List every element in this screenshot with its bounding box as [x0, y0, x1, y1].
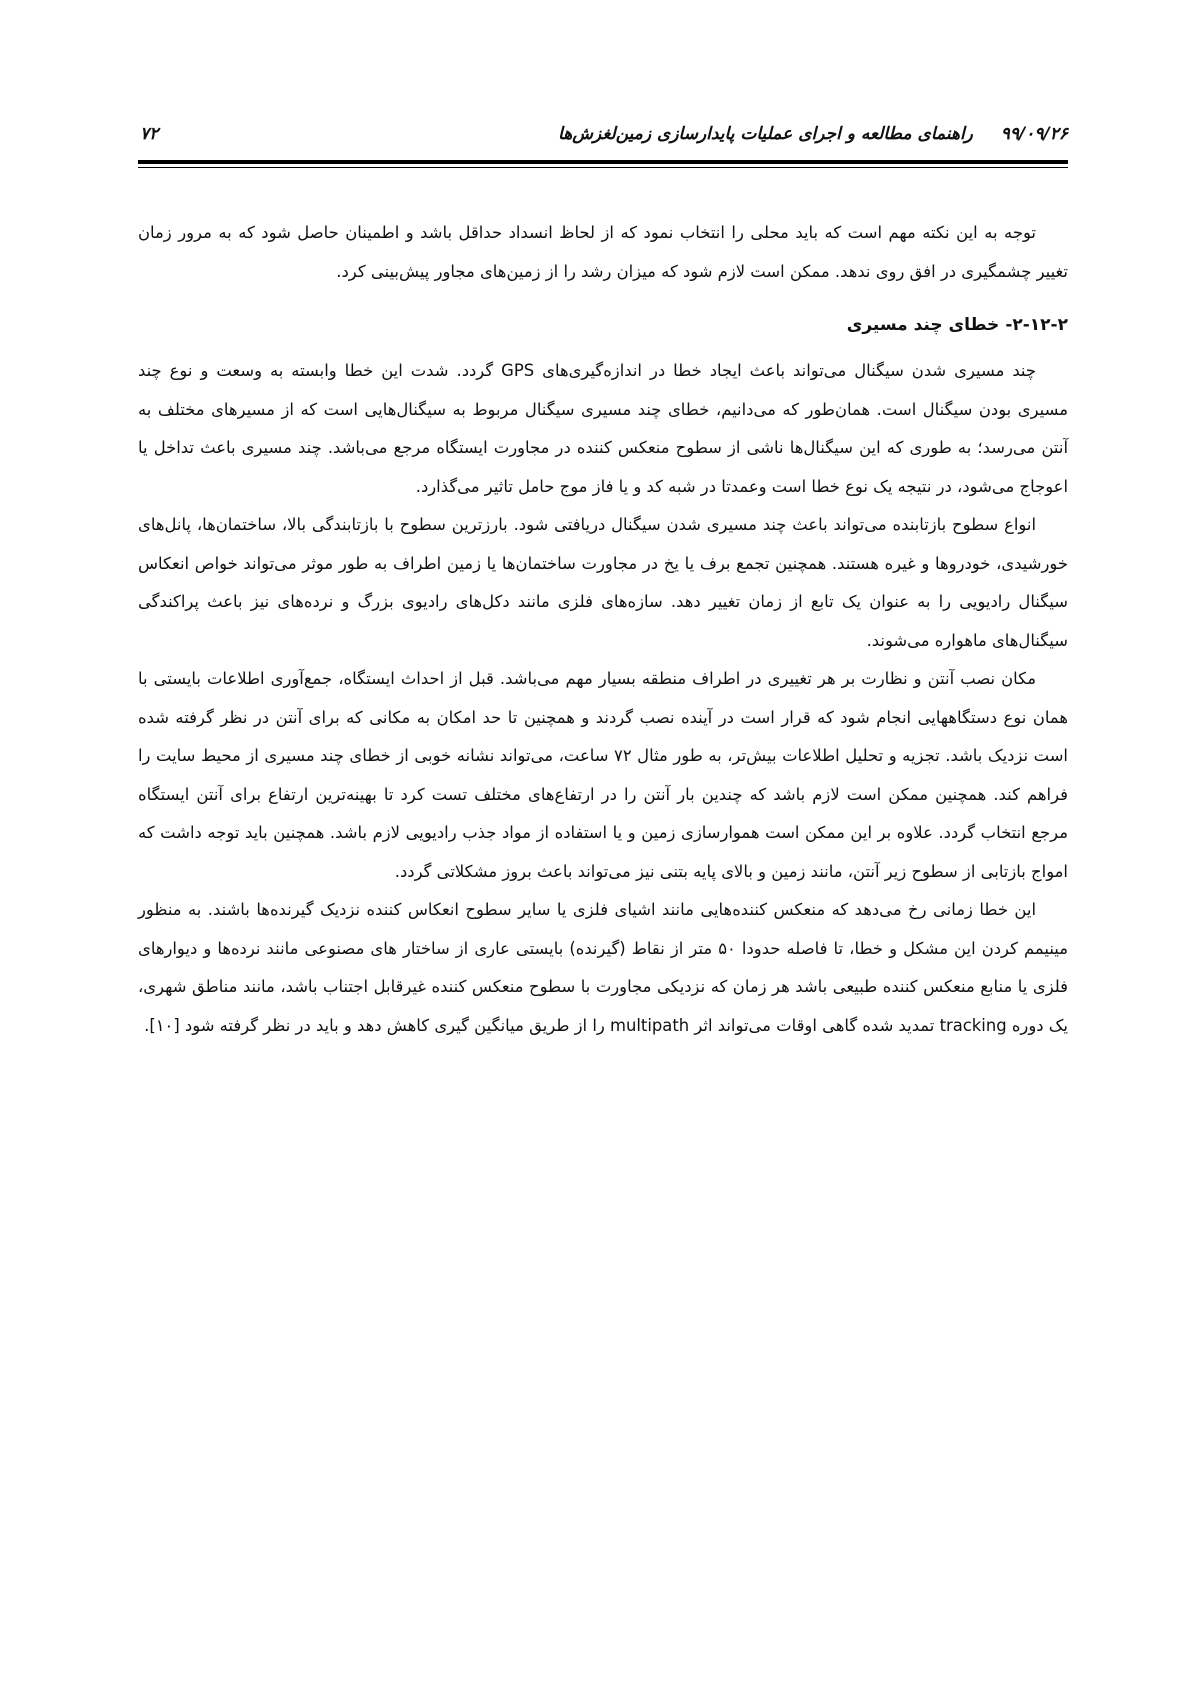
- header-title-block: [558, 124, 1068, 144]
- body-content: [138, 214, 1068, 1045]
- section-number: ۲-۱۲-۲-: [1005, 315, 1068, 335]
- page-number: ۷۲: [140, 124, 159, 144]
- section-heading: [138, 306, 1068, 344]
- header-title: راهنمای مطالعه و اجرای عملیات پایدارسازی زمین‌لغزش‌ها: [558, 124, 973, 144]
- header-rule-thick: [138, 160, 1068, 164]
- header-date: ۹۹/۰۹/۲۶: [1000, 124, 1068, 144]
- intro-paragraph: توجه به این نکته مهم است که باید محلی را انتخاب نمود که از لحاظ انسداد حداقل باشد و اطمینان حاصل شود که به مرور زمان تغییر چشمگیری در افق روی ندهد. ممکن است لازم شود که میزان رشد را از زمین‌های مجاور پیش‌بینی کرد.: [138, 223, 1068, 281]
- paragraph: چند مسیری شدن سیگنال می‌تواند باعث ایجاد خطا در اندازه‌گیری‌های GPS گردد. شدت این خطا وابسته به وسعت و نوع چند مسیری بودن سیگنال است. همان‌طور که می‌دانیم، خطای چند مسیری سیگنال مربوط به سیگنال‌هایی است که از مسیرهای مختلف به آنتن می‌رسد؛ به طوری که این سیگنال‌ها ناشی از سطوح منعکس کننده در مجاورت ایستگاه مرجع می‌باشد. چند مسیری باعث تداخل یا اعوجاج می‌شود، در نتیجه یک نوع خطا است وعمدتا در شبه کد و یا فاز موج حامل تاثیر می‌گذارد.: [138, 361, 1068, 496]
- paragraph: این خطا زمانی رخ می‌دهد که منعکس کننده‌هایی مانند اشیای فلزی یا سایر سطوح انعکاس کننده نزدیک گیرنده‌ها باشند. به منظور مینیمم کردن این مشکل و خطا، تا فاصله حدودا ۵۰ متر از نقاط (گیرنده) بایستی عاری از ساختار های مصنوعی مانند نرده‌ها و دیوارهای فلزی یا منابع منعکس کننده طبیعی باشد هر زمان که نزدیکی مجاورت با سطوح منعکس کننده غیرقابل اجتناب باشد، مانند مناطق شهری، یک دوره tracking تمدید شده گاهی اوقات می‌تواند اثر multipath را از طریق میانگین گیری کاهش دهد و باید در نظر گرفته شود [۱۰].: [138, 900, 1068, 1035]
- paragraph: انواع سطوح بازتابنده می‌تواند باعث چند مسیری شدن سیگنال دریافتی شود. بارزترین سطوح با بازتابندگی بالا، ساختمان‌ها، پانل‌های خورشیدی، خودروها و غیره هستند. همچنین تجمع برف یا یخ در مجاورت ساختمان‌ها یا زمین اطراف به طور موثر می‌تواند خواص انعکاس سیگنال رادیویی را به عنوان یک تابع از زمان تغییر دهد. سازه‌های فلزی مانند دکل‌های رادیوی بزرگ و نرده‌های نیز باعث پراکندگی سیگنال‌های ماهواره می‌شوند.: [138, 515, 1068, 650]
- paragraph: مکان نصب آنتن و نظارت بر هر تغییری در اطراف منطقه بسیار مهم می‌باشد. قبل از احداث ایستگاه، جمع‌آوری اطلاعات بایستی با همان نوع دستگاههایی انجام شود که قرار است در آینده نصب گردند و همچنین تا حد امکان به مکانی که برای آنتن در نظر گرفته شده است نزدیک باشد. تجزیه و تحلیل اطلاعات بیش‌تر، به طور مثال ۷۲ ساعت، می‌تواند نشانه خوبی از خطای چند مسیری از محیط سایت را فراهم کند. همچنین ممکن است لازم باشد که چندین بار آنتن را در ارتفاع‌های مختلف تست کرد تا بهینه‌ترین ارتفاع برای آنتن ایستگاه مرجع انتخاب گردد. علاوه بر این ممکن است هموارسازی زمین و یا استفاده از مواد جذب رادیویی لازم باشد. همچنین باید توجه داشت که امواج بازتابی از سطوح زیر آنتن، مانند زمین و بالای پایه بتنی نیز می‌تواند باعث بروز مشکلاتی گردد.: [138, 669, 1068, 881]
- running-header: [138, 124, 1068, 154]
- section-title: خطای چند مسیری: [846, 315, 1000, 335]
- header-rule-thin: [138, 167, 1068, 168]
